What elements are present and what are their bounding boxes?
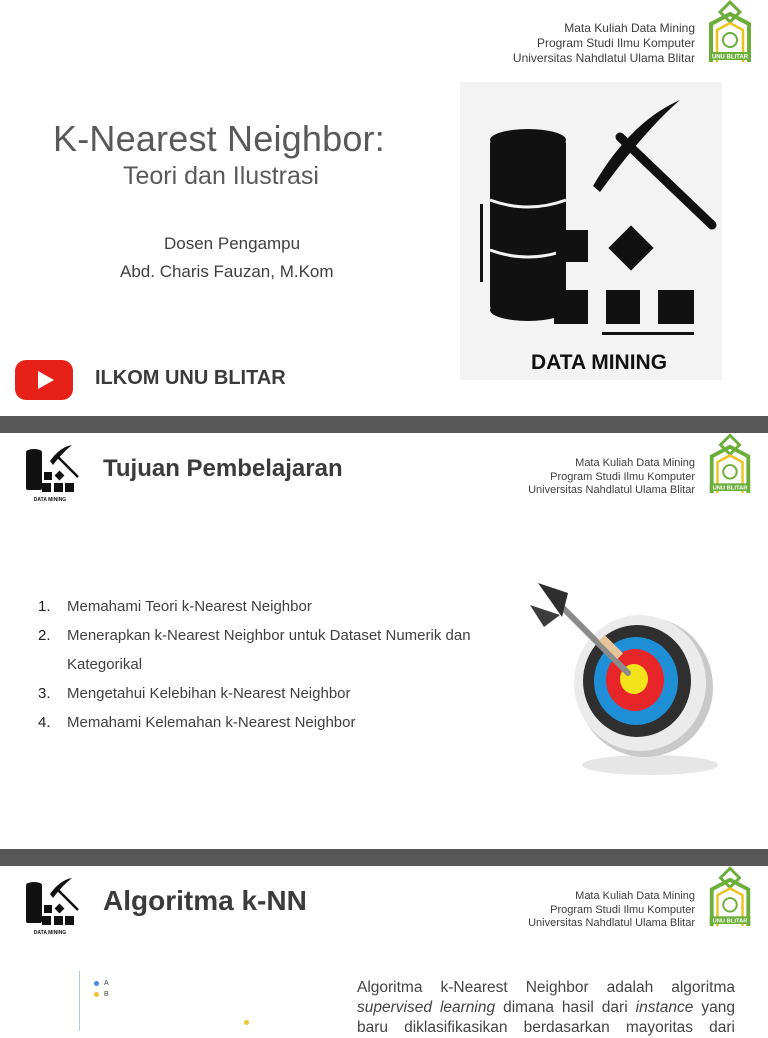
- lecturer-name: Abd. Charis Fauzan, M.Kom: [120, 262, 334, 281]
- legend-label: B: [104, 991, 109, 998]
- item-number: 4.: [38, 714, 51, 731]
- logo-caption: DATA MINING: [33, 497, 67, 503]
- slide-divider: [0, 849, 768, 866]
- data-mining-image: [460, 82, 722, 380]
- course-name: Mata Kuliah Data Mining: [564, 21, 695, 35]
- university-name: Universitas Nahdlatul Ulama Blitar: [512, 51, 695, 65]
- legend-item-b: [94, 991, 109, 998]
- logo-caption: DATA MINING: [33, 930, 67, 936]
- term-instance: instance: [635, 999, 694, 1016]
- list-item: [38, 708, 488, 737]
- university-name: Universitas Nahdlatul Ulama Blitar: [528, 484, 695, 496]
- legend-item-a: [94, 980, 109, 987]
- institution-info: [513, 21, 695, 66]
- presentation-title: K-Nearest Neighbor:: [53, 118, 385, 159]
- slide-heading: Algoritma k-NN: [103, 885, 307, 916]
- paragraph-text: dimana hasil dari: [495, 999, 636, 1016]
- list-item: [38, 679, 488, 708]
- data-mining-logo: [22, 876, 78, 938]
- slide-title: [0, 0, 768, 416]
- list-item: [38, 592, 488, 621]
- slide-divider: [0, 416, 768, 433]
- item-number: 3.: [38, 685, 51, 702]
- legend-label: A: [104, 980, 109, 987]
- slide-heading: Tujuan Pembelajaran: [103, 455, 343, 482]
- program-name: Program Studi Ilmu Komputer: [550, 470, 695, 483]
- item-text: Mengetahui Kelebihan k-Nearest Neighbor: [67, 685, 351, 702]
- term-supervised: supervised learning: [357, 999, 496, 1016]
- data-point: [244, 1020, 249, 1025]
- item-number: 2.: [38, 627, 51, 644]
- unu-blitar-logo: [704, 435, 756, 497]
- legend-dot-icon: [94, 981, 99, 986]
- dartboard-image: [520, 575, 730, 780]
- item-number: 1.: [38, 598, 51, 615]
- paragraph-line: baru diklasifikasikan berdasarkan mayoritas dari: [357, 1019, 735, 1036]
- university-name: Universitas Nahdlatul Ulama Blitar: [528, 917, 695, 929]
- program-name: Program Studi Ilmu Komputer: [536, 36, 695, 50]
- chart-axis: [79, 971, 80, 1031]
- learning-objectives-list: [38, 592, 488, 737]
- data-mining-caption: DATA MINING: [530, 351, 668, 374]
- unu-blitar-logo: [704, 868, 756, 930]
- logo-text: UNU BLITAR: [712, 918, 748, 925]
- paragraph-line: Algoritma k-Nearest Neighbor adalah algoritma: [357, 979, 735, 996]
- logo-text: UNU BLITAR: [711, 54, 749, 61]
- presentation-subtitle: Teori dan Ilustrasi: [123, 162, 319, 190]
- institution-info: [528, 457, 695, 498]
- youtube-icon[interactable]: [15, 360, 73, 400]
- item-text: Memahami Kelemahan k-Nearest Neighbor: [67, 714, 356, 731]
- course-name: Mata Kuliah Data Mining: [575, 457, 695, 469]
- data-mining-logo: [22, 443, 78, 505]
- logo-text: UNU BLITAR: [712, 485, 748, 492]
- legend-dot-icon: [94, 992, 99, 997]
- paragraph-text: yang: [693, 999, 735, 1016]
- item-text: Memahami Teori k-Nearest Neighbor: [67, 598, 312, 615]
- item-text: Menerapkan k-Nearest Neighbor untuk Dataset Numerik dan Kategorikal: [67, 627, 471, 673]
- knn-definition: [357, 978, 735, 1038]
- course-name: Mata Kuliah Data Mining: [575, 890, 695, 902]
- unu-blitar-logo: [703, 2, 757, 66]
- channel-name: ILKOM UNU BLITAR: [95, 367, 286, 389]
- list-item: [38, 621, 488, 679]
- lecturer-label: Dosen Pengampu: [164, 234, 301, 253]
- program-name: Program Studi Ilmu Komputer: [550, 903, 695, 916]
- institution-info: [528, 890, 695, 931]
- paragraph-line: [357, 998, 735, 1018]
